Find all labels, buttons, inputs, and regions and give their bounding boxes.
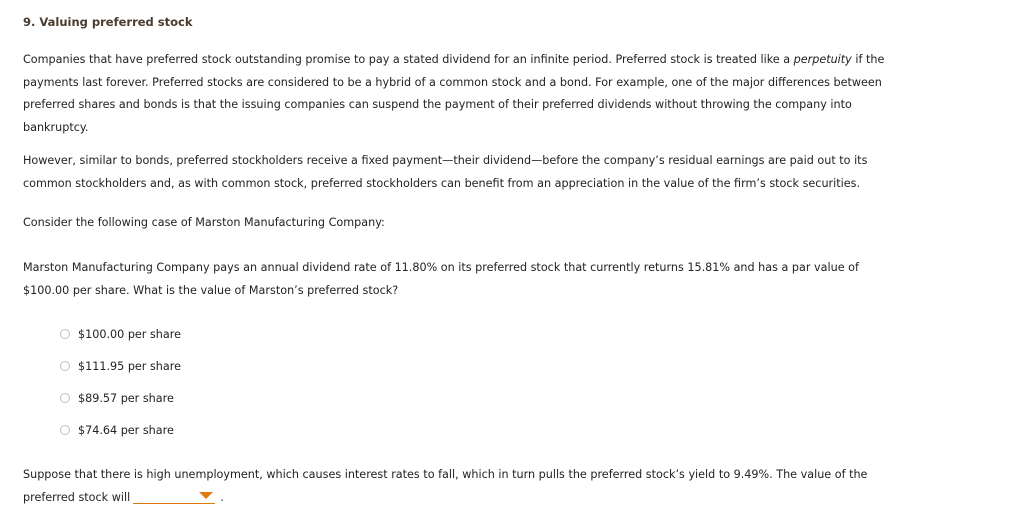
intro-paragraph-1 [23, 49, 893, 139]
chevron-down-icon[interactable] [199, 492, 213, 499]
intro-paragraph-2: However, similar to bonds, preferred stockholders receive a fixed payment—their dividend—before the company’s residual earnings are paid out to its common stockholders and, as with common stock, preferred stockholders can benefit from an appreciation in the value of the firm’s stock securities. [23, 154, 868, 190]
answer-option[interactable] [60, 382, 181, 414]
answer-option[interactable] [60, 350, 181, 382]
option-label: $100.00 per share [78, 327, 181, 341]
option-label: $89.57 per share [78, 391, 174, 405]
radio-button[interactable] [60, 393, 70, 403]
radio-button[interactable] [60, 361, 70, 371]
answer-option[interactable] [60, 414, 181, 446]
followup-question [23, 464, 893, 509]
option-label: $74.64 per share [78, 423, 174, 437]
followup-end: . [220, 490, 224, 504]
radio-button[interactable] [60, 425, 70, 435]
followup-text: Suppose that there is high unemployment, which causes interest rates to fall, which in turn pulls the preferred stock’s yield to 9.49%. The value of the preferred stock will [23, 468, 868, 504]
option-label: $111.95 per share [78, 359, 181, 373]
intro-text-1a: Companies that have preferred stock outstanding promise to pay a stated dividend for an infinite period. Preferred stock is treated like a [23, 53, 794, 66]
question-title: 9. Valuing preferred stock [23, 15, 193, 29]
case-intro: Consider the following case of Marston Manufacturing Company: [23, 216, 385, 229]
question-text: Marston Manufacturing Company pays an annual dividend rate of 11.80% on its preferred stock that currently returns 15.81% and has a par value of $100.00 per share. What is the value of Marston’s preferred stock? [23, 261, 859, 297]
perpetuity-term: perpetuity [793, 53, 852, 66]
intro-text-1b: if the payments last forever. Preferred stocks are considered to be a hybrid of a common stock and a bond. For example, one of the major differences between preferred shares and bonds is that the issuing companies can suspend the payment of their preferred dividends without throwing the company into bankruptcy. [23, 53, 885, 134]
answer-dropdown[interactable] [133, 489, 215, 504]
answer-options [60, 318, 181, 446]
answer-option[interactable] [60, 318, 181, 350]
radio-button[interactable] [60, 329, 70, 339]
